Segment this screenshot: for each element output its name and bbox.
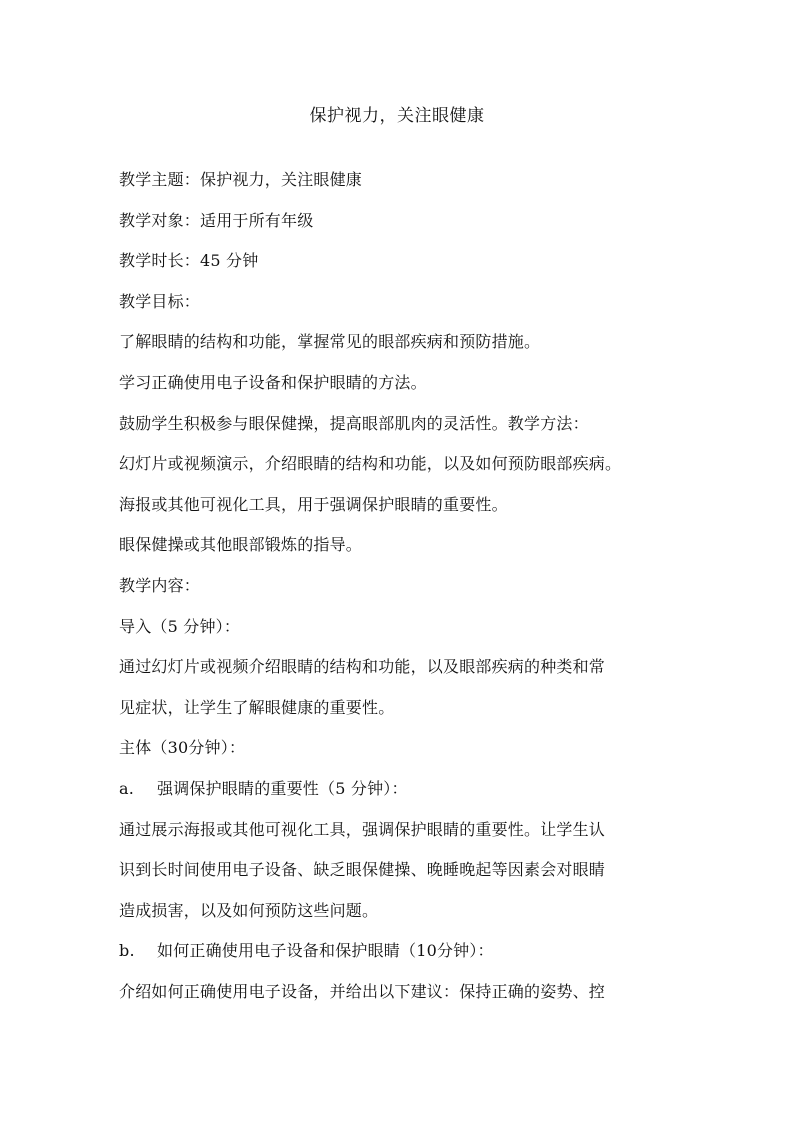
section-a-text-line-1: 通过展示海报或其他可视化工具，强调保护眼睛的重要性。让学生认: [119, 819, 606, 839]
goal-item-2: 学习正确使用电子设备和保护眼睛的方法。: [119, 372, 427, 392]
theme-line: 教学主题：保护视力，关注眼健康: [119, 170, 363, 189]
section-b-marker: b.: [119, 941, 135, 961]
main-heading: 主体（30分钟）：: [119, 738, 246, 758]
section-b-text-line-1: 介绍如何正确使用电子设备，并给出以下建议：保持正确的姿势、控: [119, 981, 606, 1001]
section-b-heading: 如何正确使用电子设备和保护眼睛（10分钟）：: [157, 941, 494, 961]
section-a-marker: a.: [119, 778, 135, 798]
method-item-2: 海报或其他可视化工具，用于强调保护眼睛的重要性。: [119, 494, 508, 514]
goal-item-1: 了解眼睛的结构和功能，掌握常见的眼部疾病和预防措施。: [119, 332, 541, 352]
goals-heading: 教学目标：: [119, 291, 201, 311]
section-b-heading-line: [119, 931, 681, 972]
section-a-heading: 强调保护眼睛的重要性（5 分钟）：: [157, 778, 408, 798]
document-body: [119, 160, 681, 1012]
intro-text-line-1: 通过幻灯片或视频介绍眼睛的结构和功能，以及眼部疾病的种类和常: [119, 657, 606, 677]
section-a-text-line-3: 造成损害，以及如何预防这些问题。: [119, 900, 379, 920]
section-a-heading-line: [119, 769, 681, 810]
audience-line: 教学对象：适用于所有年级: [119, 210, 314, 230]
goal-item-3: 鼓励学生积极参与眼保健操，提高眼部肌肉的灵活性。教学方法：: [119, 413, 589, 433]
intro-heading: 导入（5 分钟）：: [119, 616, 241, 636]
section-a-text-line-2: 识到长时间使用电子设备、缺乏眼保健操、晚睡晚起等因素会对眼睛: [119, 860, 606, 880]
duration-line: 教学时长：45 分钟: [119, 251, 259, 271]
document-title: 保护视力，关注眼健康: [309, 106, 485, 126]
method-item-3: 眼保健操或其他眼部锻炼的指导。: [119, 535, 363, 555]
method-item-1: 幻灯片或视频演示，介绍眼睛的结构和功能，以及如何预防眼部疾病。: [119, 454, 622, 474]
content-heading: 教学内容：: [119, 575, 201, 595]
intro-text-line-2: 见症状，让学生了解眼健康的重要性。: [119, 697, 395, 717]
